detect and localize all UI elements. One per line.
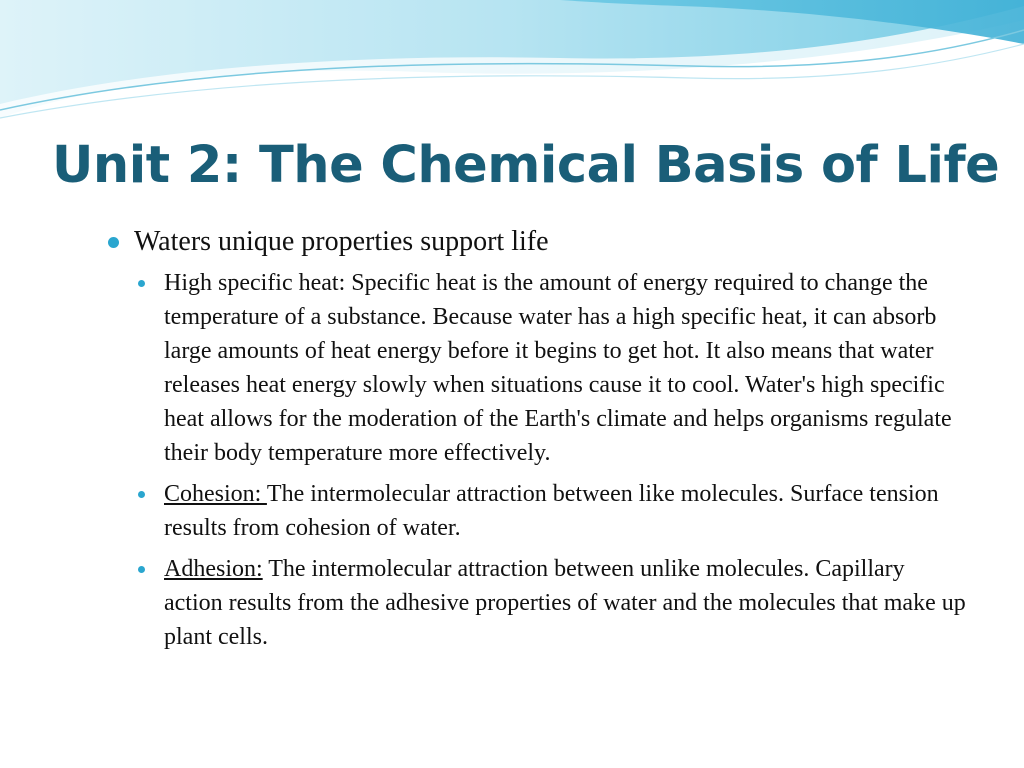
bullet-icon [108,237,119,248]
adhesion-term: Adhesion: [164,556,263,582]
main-bullet-text: Waters unique properties support life [134,226,549,257]
cohesion-term: Cohesion: [164,481,267,507]
sub-bullet-specific-heat [138,266,968,470]
main-bullet-item [108,224,988,260]
bullet-icon [138,280,145,287]
sub-bullet-cohesion [138,477,968,545]
bullet-icon [138,566,145,573]
slide-title: Unit 2: The Chemical Basis of Life [52,136,1000,195]
slide-content [108,224,988,661]
cohesion-text: The intermolecular attraction between like molecules. Surface tension results from cohesion of water. [164,481,939,541]
header-wave-decoration [0,0,1024,130]
specific-heat-text: High specific heat: Specific heat is the amount of energy required to change the temperature of a substance. Because water has a high specific heat, it can absorb large amounts of heat energy before it begins to get hot. It also means that water releases heat energy slowly when situations cause it to cool. Water's high specific heat allows for the moderation of the Earth's climate and helps organisms regulate their body temperature more effectively. [164,270,952,466]
bullet-icon [138,491,145,498]
sub-bullet-adhesion [138,552,968,654]
adhesion-text: The intermolecular attraction between unlike molecules. Capillary action results from the adhesive properties of water and the molecules that make up plant cells. [164,556,966,650]
sub-bullet-list [138,266,968,654]
